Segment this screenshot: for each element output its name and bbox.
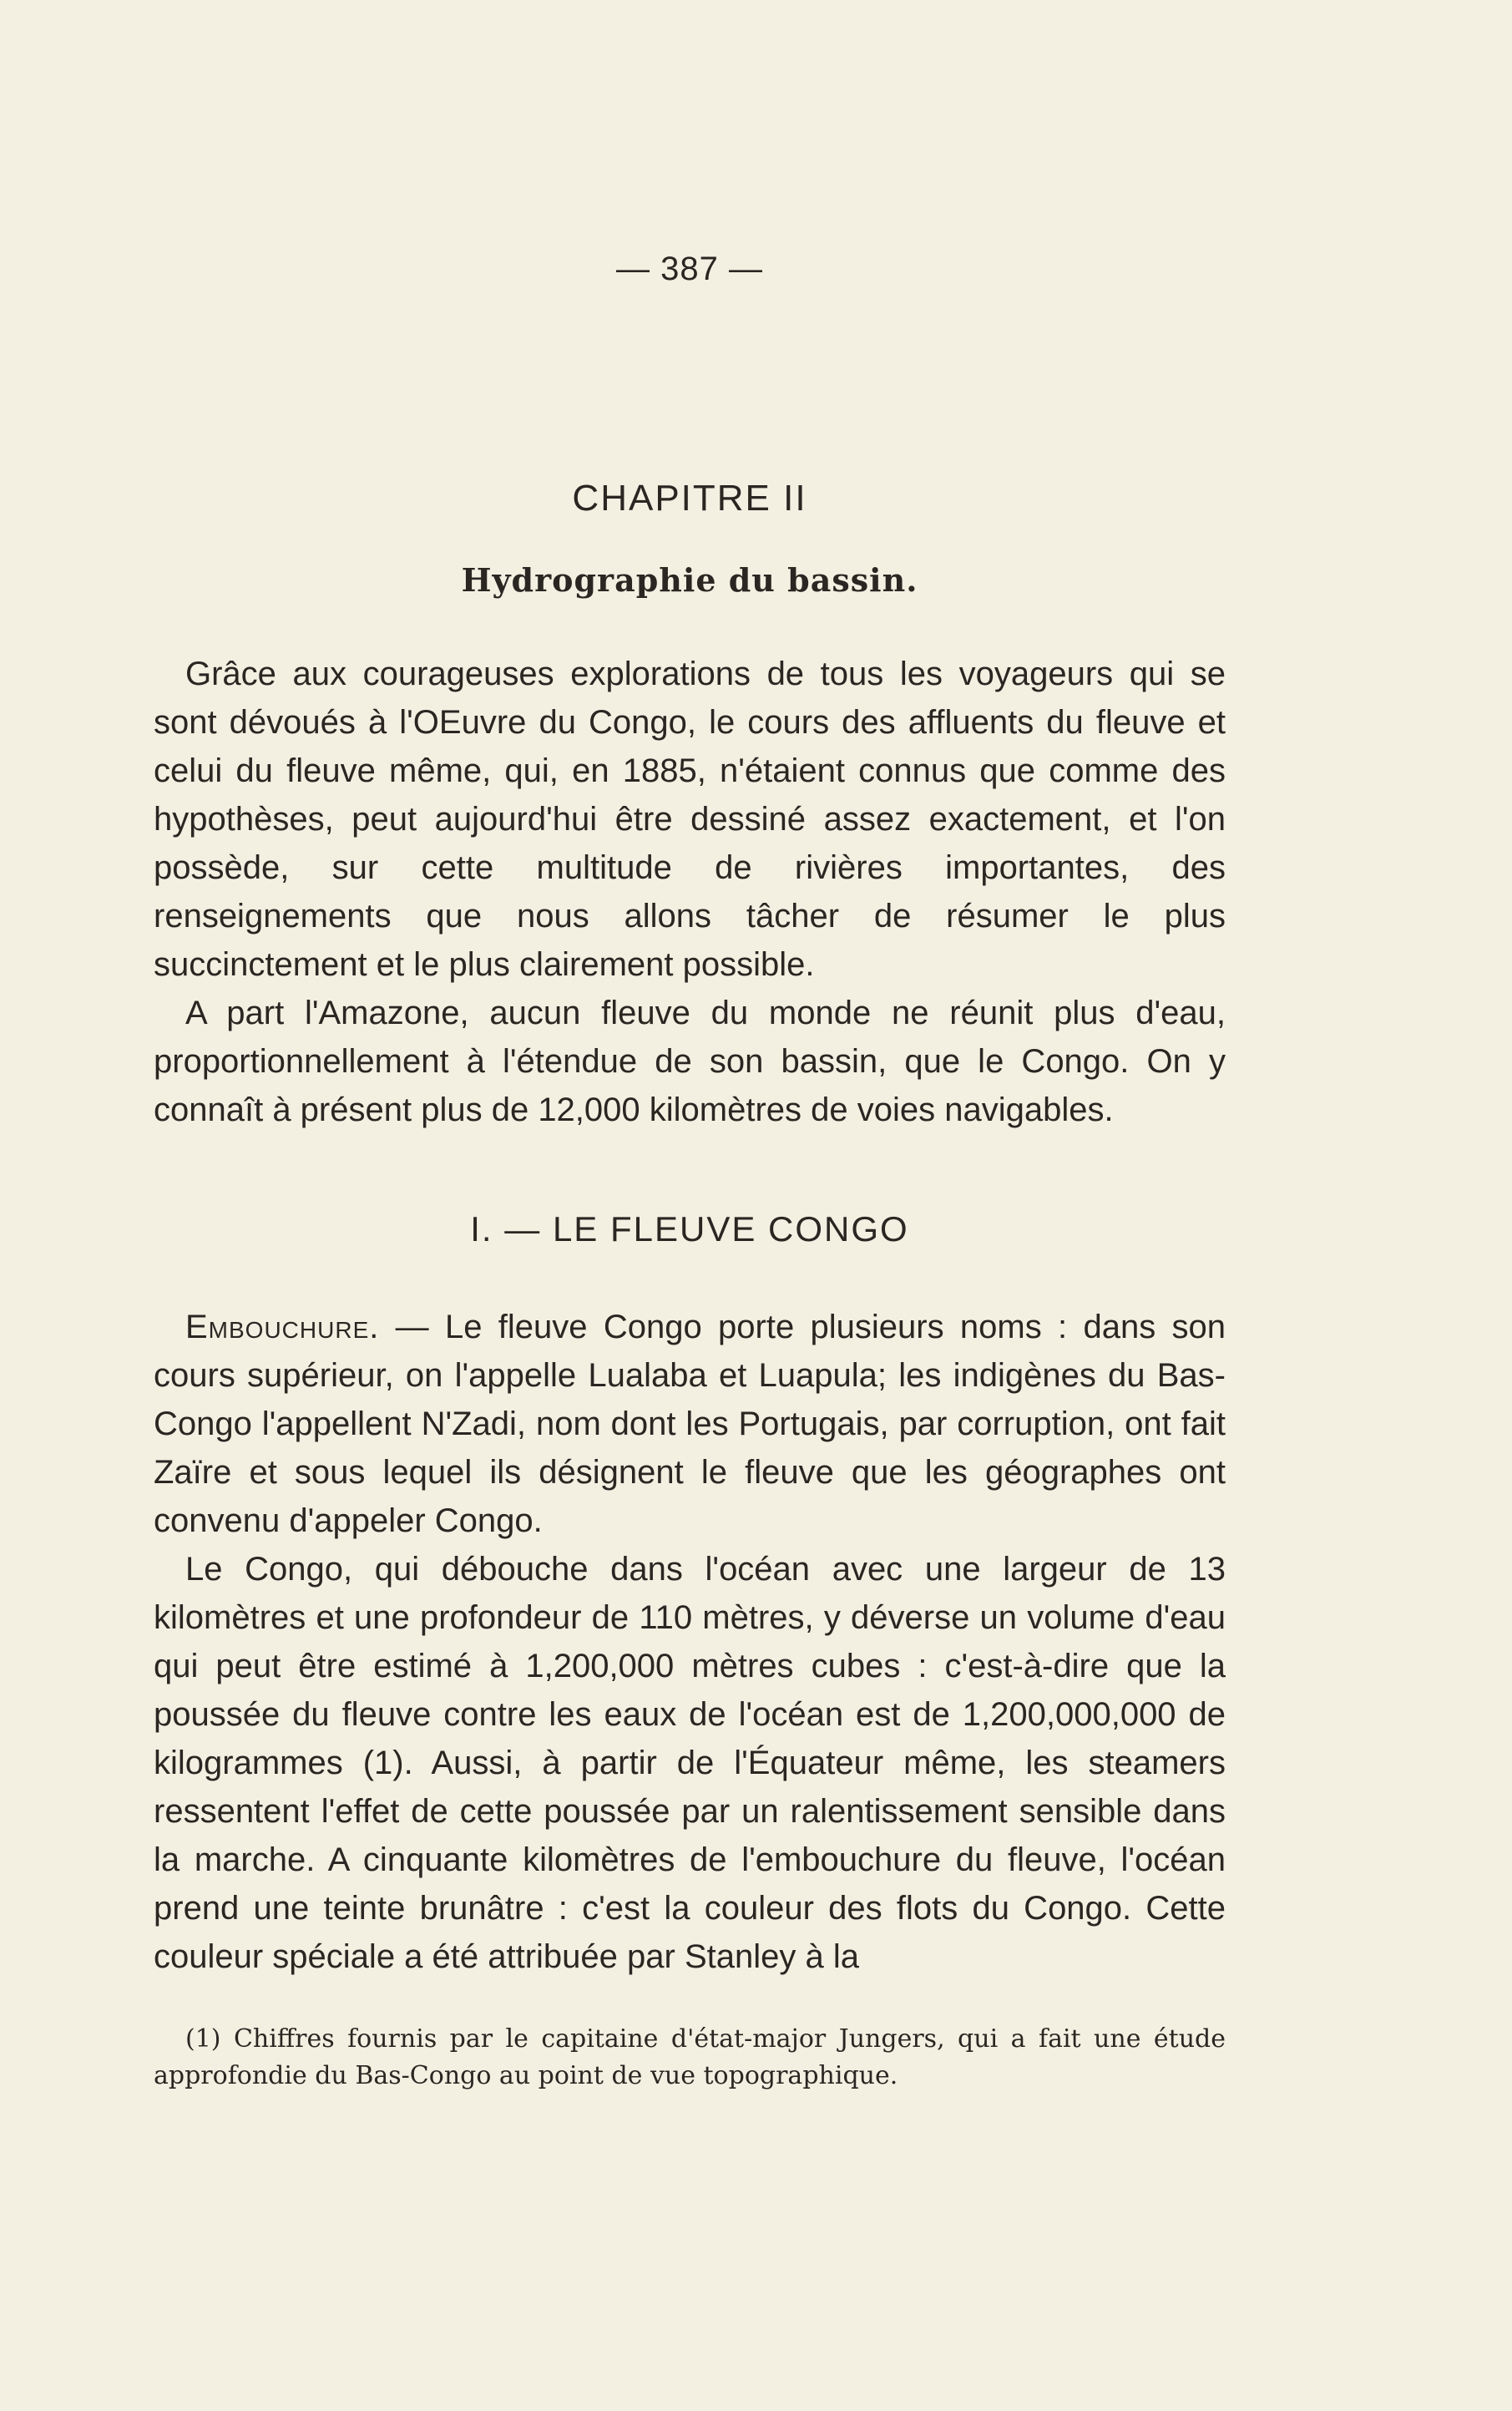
section-paragraph-1 (154, 1303, 1226, 1545)
chapter-subtitle: Hydrographie du bassin. (461, 561, 918, 599)
page-number: — 387 — (616, 251, 763, 287)
intro-paragraph-1: Grâce aux courageuses explorations de tous les voyageurs qui se sont dévoués à l'OEuvre du Congo, le cours des affluents du fleuve et celui du fleuve même, qui, en 1885, n'étaient connus que comme des hypothèses, peut aujourd'hui être dessiné assez exactement, et l'on possède, sur cette multitude de rivières importantes, des renseignements que nous allons tâcher de résumer le plus succinctement et le plus clairement possible. (154, 656, 1226, 983)
section-lead: Embouchure. (185, 1309, 380, 1345)
intro-paragraph-2: A part l'Amazone, aucun fleuve du monde ne réunit plus d'eau, proportionnellement à l'étendue de son bassin, que le Congo. On y connaît à présent plus de 12,000 kilomètres de voies navigables. (154, 995, 1226, 1128)
intro-text (154, 650, 1226, 1134)
footnote-text: (1) Chiffres fournis par le capitaine d'état-major Jungers, qui a fait une étude approfondie du Bas-Congo au point de vue topographique. (154, 2024, 1226, 2090)
chapter-title: CHAPITRE II (572, 478, 807, 519)
section-paragraph-1-text: — Le fleuve Congo porte plusieurs noms : dans son cours supérieur, on l'appelle Lualaba et Luapula; les indigènes du Bas-Congo l'appellent N'Zadi, nom dont les Portugais, par corruption, ont fait Zaïre et sous lequel ils désignent le fleuve que les géographes ont convenu d'appeler Congo. (154, 1309, 1226, 1539)
section-heading: I. — LE FLEUVE CONGO (470, 1209, 909, 1249)
section-text (154, 1303, 1226, 1981)
section-paragraph-2: Le Congo, qui débouche dans l'océan avec une largeur de 13 kilomètres et une profondeur de 110 mètres, y déverse un volume d'eau qui peut être estimé à 1,200,000 mètres cubes : c'est-à-dire que la poussée du fleuve contre les eaux de l'océan est de 1,200,000,000 de kilogrammes (1). Aussi, à partir de l'Équateur même, les steamers ressentent l'effet de cette poussée par un ralentissement sensible dans la marche. A cinquante kilomètres de l'embouchure du fleuve, l'océan prend une teinte brunâtre : c'est la couleur des flots du Congo. Cette couleur spéciale a été attribuée par Stanley à la (154, 1551, 1226, 1975)
footnote (154, 2021, 1226, 2094)
